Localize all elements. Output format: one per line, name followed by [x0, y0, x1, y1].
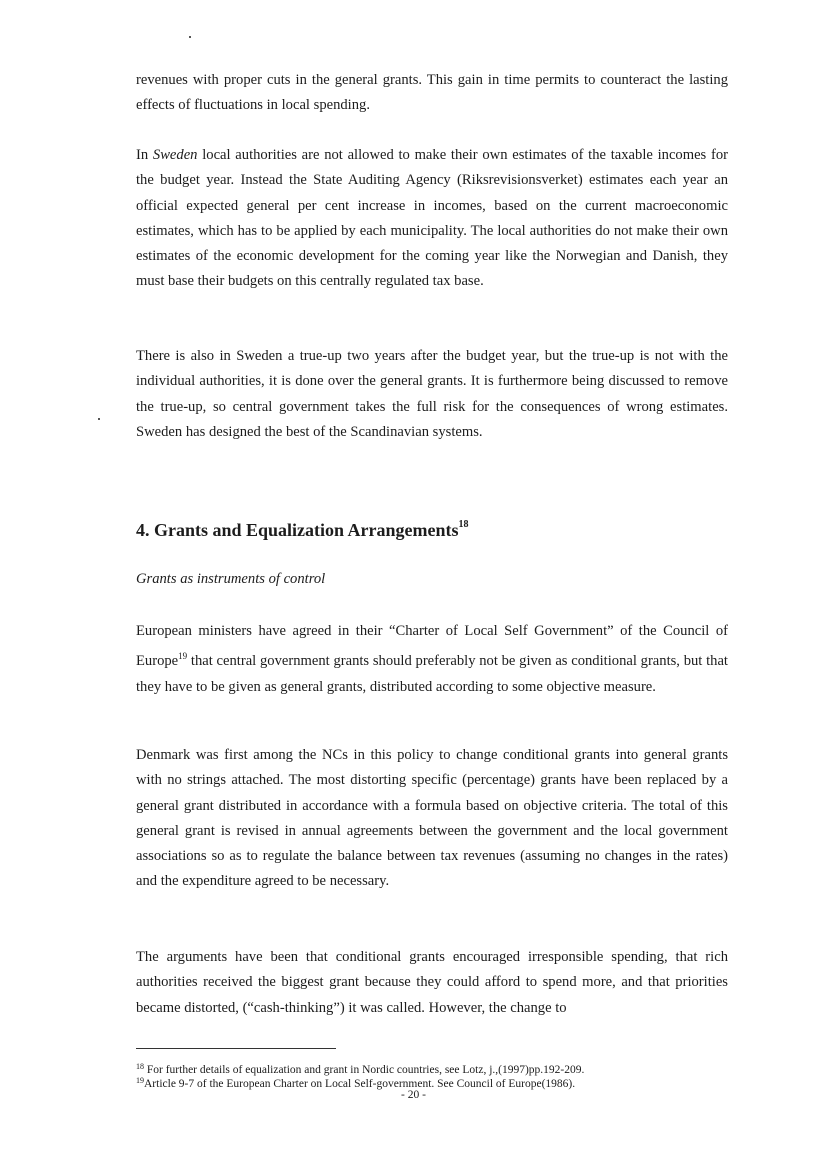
scan-mark-top	[189, 36, 191, 38]
footnote-19-mark: 19	[136, 1076, 144, 1085]
paragraph-4-body: that central government grants should preferably not be given as conditional grants, but that they have to be given as general grants, distributed according to some objective measure.	[136, 653, 728, 695]
section-heading-text: 4. Grants and Equalization Arrangements	[136, 520, 459, 540]
footnote-18-text: For further details of equalization and grant in Nordic countries, see Lotz, j.,(1997)pp.192-209.	[144, 1064, 585, 1076]
page-number: - 20 -	[401, 1089, 426, 1101]
footnote-divider	[136, 1048, 336, 1049]
paragraph-1: revenues with proper cuts in the general grants. This gain in time permits to counteract the lasting effects of fluctuations in local spending.	[136, 72, 728, 114]
paragraph-4	[136, 619, 728, 700]
paragraph-2	[136, 143, 728, 295]
paragraph-5: Denmark was first among the NCs in this policy to change conditional grants into general grants with no strings attached. The most distorting specific (percentage) grants have been replaced by a general grant distributed in accordance with a formula based on objective criteria. The total of this general grant is revised in annual agreements between the government and the local government associations so as to regulate the balance between tax revenues (assuming no changes in the rates) and the expenditure agreed to be necessary.	[136, 747, 728, 890]
subsection-heading: Grants as instruments of control	[136, 571, 326, 587]
paragraph-6: The arguments have been that conditional grants encouraged irresponsible spending, that rich authorities received the biggest grant because they could afford to spend more, and that priorities became distorted, (“cash-thinking”) it was called. However, the change to	[136, 949, 728, 1016]
paragraph-4-footnote-ref: 19	[178, 651, 188, 662]
scan-mark-left	[98, 418, 100, 420]
paragraph-2-lead: In	[136, 147, 153, 163]
section-heading	[136, 519, 469, 541]
paragraph-2-body: local authorities are not allowed to make their own estimates of the taxable incomes for the budget year. Instead the State Auditing Agency (Riksrevisionsverket) estimates each year an official expected general per cent increase in incomes, based on the current macroeconomic estimates, which has to be applied by each municipality. The local authorities do not make their own estimates of the economic development for the coming year like the Norwegian and Danish, they must base their budgets on this centrally regulated tax base.	[136, 147, 728, 290]
section-heading-footnote-ref: 18	[458, 519, 469, 530]
paragraph-3: There is also in Sweden a true-up two years after the budget year, but the true-up is not with the individual authorities, it is done over the general grants. It is furthermore being discussed to remove the true-up, so central government takes the full risk for the consequences of wrong estimates. Sweden has designed the best of the Scandinavian systems.	[136, 348, 728, 440]
paragraph-2-country: Sweden	[152, 147, 198, 163]
footnote-19-text: Article 9-7 of the European Charter on Local Self-government. See Council of Europe(1986).	[144, 1078, 576, 1090]
footnote-18-mark: 18	[136, 1062, 144, 1071]
paragraph-4-lead: European ministers have agreed in their “Charter of Local Self Government” of the Council of Europe	[136, 623, 728, 670]
